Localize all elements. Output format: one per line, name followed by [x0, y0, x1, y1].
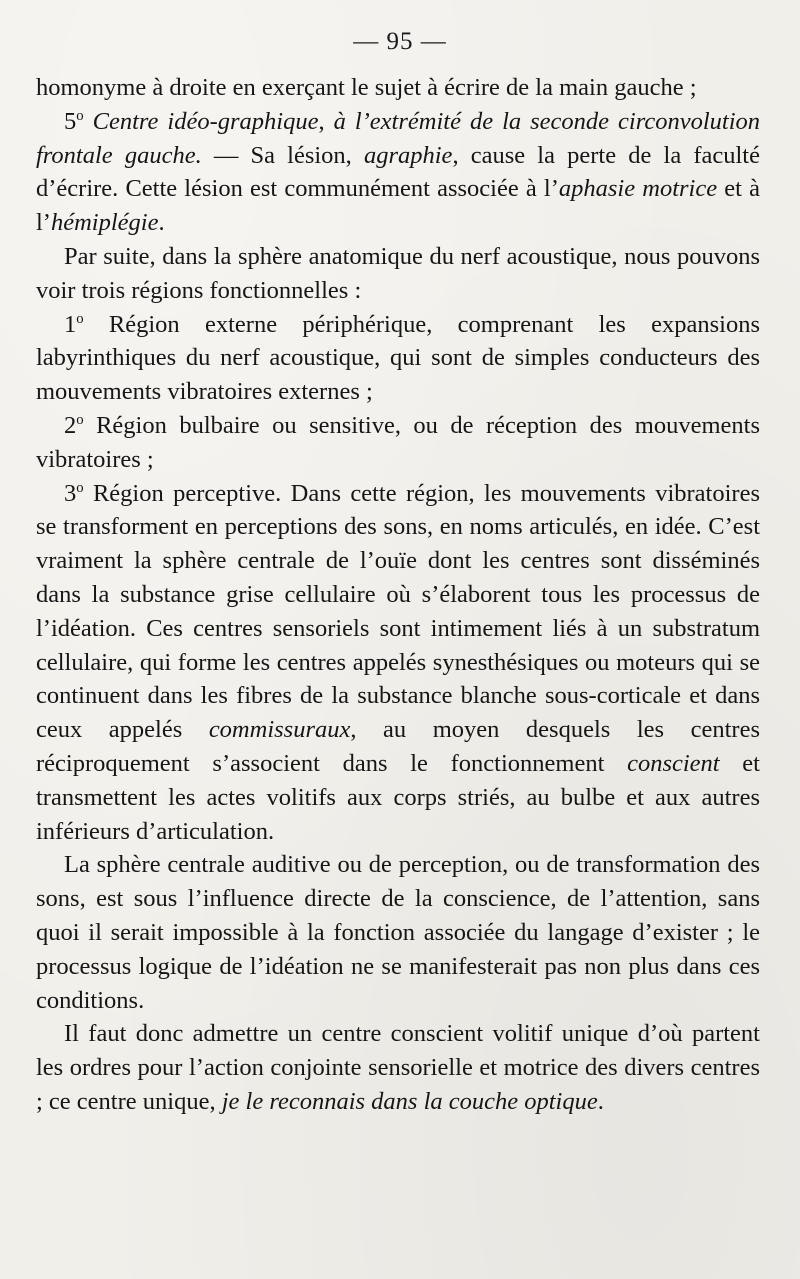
ordinal-superscript: o	[76, 479, 84, 496]
text-run: .	[158, 209, 165, 237]
italic-run: aphasie motrice	[558, 175, 718, 203]
text-run: Il faut donc admettre un centre conscient volitif unique d’où partent les ordres pour l’action conjointe sensorielle et motrice des divers centres ; ce centre unique,	[36, 1020, 760, 1115]
italic-run: conscient	[627, 749, 720, 777]
paragraph	[36, 240, 760, 308]
text-run: , cause la perte de la faculté d’écrire. Cette lésion est communément associée à l’	[36, 141, 760, 203]
text-run: homonyme à droite en exerçant le sujet à écrire de la main gauche ;	[36, 74, 697, 101]
ordinal-superscript: o	[76, 411, 84, 428]
paragraph	[36, 71, 760, 105]
text-run: et à l’	[36, 175, 760, 237]
text-run: Région externe périphérique, comprenant les expansions labyrinthiques du nerf acoustique, qui sont de simples conducteurs des mouvements vibratoires externes ;	[36, 310, 760, 406]
paragraph	[36, 409, 760, 477]
text-run: 1	[64, 310, 77, 338]
italic-run: commissuraux	[208, 716, 351, 744]
text-run: 5	[64, 107, 77, 135]
text-run: — Sa lésion,	[201, 141, 364, 169]
body-text	[36, 71, 760, 1119]
text-run: La sphère centrale auditive ou de perception, ou de transformation des sons, est sous l’influence directe de la conscience, de l’attention, sans quoi il serait impossible à la fonction associée du langage d’exister ; le processus logique de l’idéation ne se manifesterait pas non plus dans ces conditions.	[36, 851, 760, 1014]
ordinal-superscript: o	[76, 310, 84, 327]
text-run: Région bulbaire ou sensitive, ou de réception des mouvements vibratoires ;	[36, 411, 760, 473]
italic-run: Centre idéo-graphique	[92, 107, 319, 135]
text-run: .	[597, 1087, 604, 1115]
text-run	[84, 108, 93, 135]
paragraph	[36, 1017, 760, 1118]
text-run: Région perceptive. Dans cette région, les mouvements vibratoires se transforment en perceptions des sons, en noms articulés, en idée. C’est vraiment la sphère centrale de l’ouïe dont les centres sont disséminés dans la substance grise cellulaire où s’élaborent tous les processus de l’idéation. Ces centres sensoriels sont intimement liés à un substratum cellulaire, qui forme les centres appelés synesthésiques ou moteurs qui se continuent dans les fibres de la substance blanche sous-corticale et dans ceux appelés	[36, 479, 760, 744]
text-run: , au moyen desquels les centres réciproquement s’associent dans le fonctionnement	[36, 716, 760, 777]
text-run: 3	[64, 479, 77, 507]
text-run: Par suite, dans la sphère anatomique du nerf acoustique, nous pouvons voir trois régions fonctionnelles :	[36, 242, 760, 304]
page-number: — 95 —	[353, 28, 447, 55]
paragraph	[36, 308, 760, 409]
paragraph	[36, 105, 760, 240]
text-run: ,	[318, 107, 334, 135]
italic-run: à l’extrémité de la seconde circonvolution frontale gauche.	[36, 107, 761, 169]
ordinal-superscript: o	[76, 107, 84, 124]
paragraph	[36, 477, 760, 849]
italic-run: agraphie	[363, 141, 453, 169]
italic-run: je le reconnais dans la couche optique	[221, 1087, 598, 1115]
text-run: et transmettent les actes volitifs aux corps striés, au bulbe et aux autres inférieurs d’articulation.	[36, 749, 760, 845]
paragraph	[36, 848, 760, 1017]
italic-run: hémiplégie	[50, 209, 159, 237]
text-run: 2	[64, 411, 77, 439]
